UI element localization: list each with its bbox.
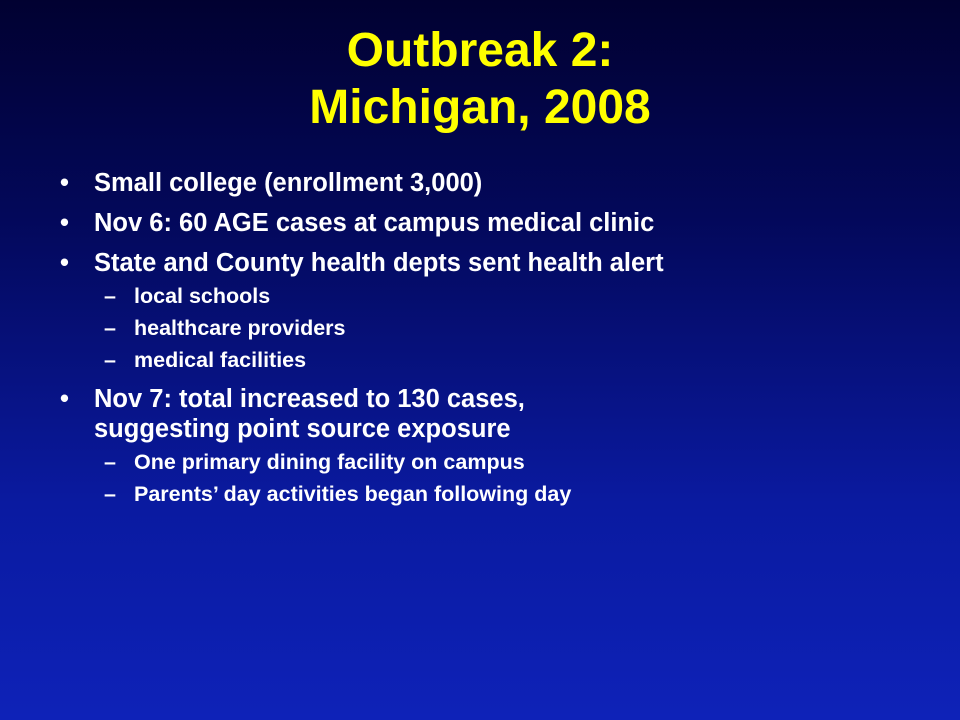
dash-icon: – [104,450,116,474]
bullet-text-line-1: Nov 7: total increased to 130 cases, [94,385,525,413]
bullet-item [60,208,920,238]
bullet-item [60,168,920,198]
sub-item [94,448,920,476]
sub-list [94,448,920,508]
title-line-2: Michigan, 2008 [309,81,651,134]
bullet-item [60,384,920,508]
slide-title [0,22,960,136]
bullet-text: State and County health depts sent health alert [94,249,664,277]
bullet-text-line-2: suggesting point source exposure [94,415,511,443]
sub-item-text: healthcare providers [134,316,346,340]
dash-icon: – [104,284,116,308]
sub-list [94,282,920,374]
sub-item [94,282,920,310]
sub-item-text: medical facilities [134,348,307,372]
dash-icon: – [104,482,116,506]
sub-item-text: One primary dining facility on campus [134,450,525,474]
sub-item-text: local schools [134,284,271,308]
title-line-1: Outbreak 2: [346,24,614,77]
dash-icon: – [104,316,116,340]
bullet-text: Nov 6: 60 AGE cases at campus medical clinic [94,209,655,237]
bullet-icon: • [60,249,69,277]
sub-item [94,314,920,342]
bullet-icon: • [60,169,69,197]
bullet-item [60,248,920,374]
dash-icon: – [104,348,116,372]
sub-item [94,480,920,508]
sub-item [94,346,920,374]
bullet-list [60,168,920,518]
bullet-text: Small college (enrollment 3,000) [94,169,483,197]
sub-item-text: Parents’ day activities began following day [134,482,572,506]
bullet-icon: • [60,385,69,413]
bullet-icon: • [60,209,69,237]
